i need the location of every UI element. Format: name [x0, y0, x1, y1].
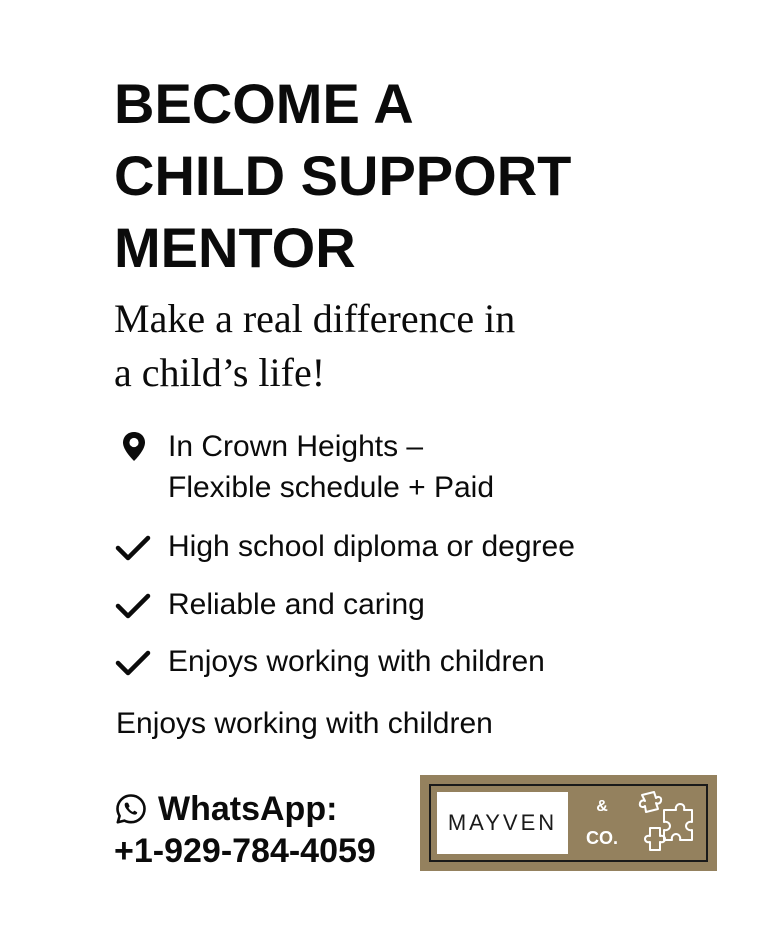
phone-number[interactable]: +1-929-784-4059	[114, 832, 376, 870]
requirement-text: Enjoys working with children	[168, 645, 545, 678]
requirement-text: High school diploma or degree	[168, 530, 575, 563]
logo-ampersand: &	[596, 798, 608, 815]
logo-suffix: CO.	[585, 828, 618, 848]
location-pin-icon	[114, 426, 154, 466]
location-line: Flexible schedule + Paid	[168, 471, 495, 504]
headline-line: CHILD SUPPORT	[114, 144, 572, 207]
subheadline-line: Make a real difference in	[114, 296, 516, 341]
location-line: In Crown Heights –	[168, 430, 424, 463]
subheadline-line: a child’s life!	[114, 350, 326, 395]
headline-line: BECOME A	[114, 72, 414, 135]
whatsapp-icon	[114, 792, 148, 826]
whatsapp-row	[114, 788, 376, 830]
checkmark-icon	[114, 526, 154, 566]
headline-line: MENTOR	[114, 216, 356, 279]
extra-line: Enjoys working with children	[116, 707, 493, 740]
subheadline	[114, 292, 515, 400]
logo-name-panel	[437, 792, 568, 854]
brand-logo	[420, 775, 717, 871]
headline	[114, 68, 571, 284]
requirement-text: Reliable and caring	[168, 588, 425, 621]
logo-name: MAYVEN	[447, 810, 558, 835]
contact-block	[114, 788, 376, 872]
location-text	[168, 426, 494, 508]
checkmark-icon	[114, 641, 154, 681]
puzzle-pieces-icon	[634, 790, 698, 856]
whatsapp-label: WhatsApp:	[158, 790, 338, 828]
checkmark-icon	[114, 584, 154, 624]
